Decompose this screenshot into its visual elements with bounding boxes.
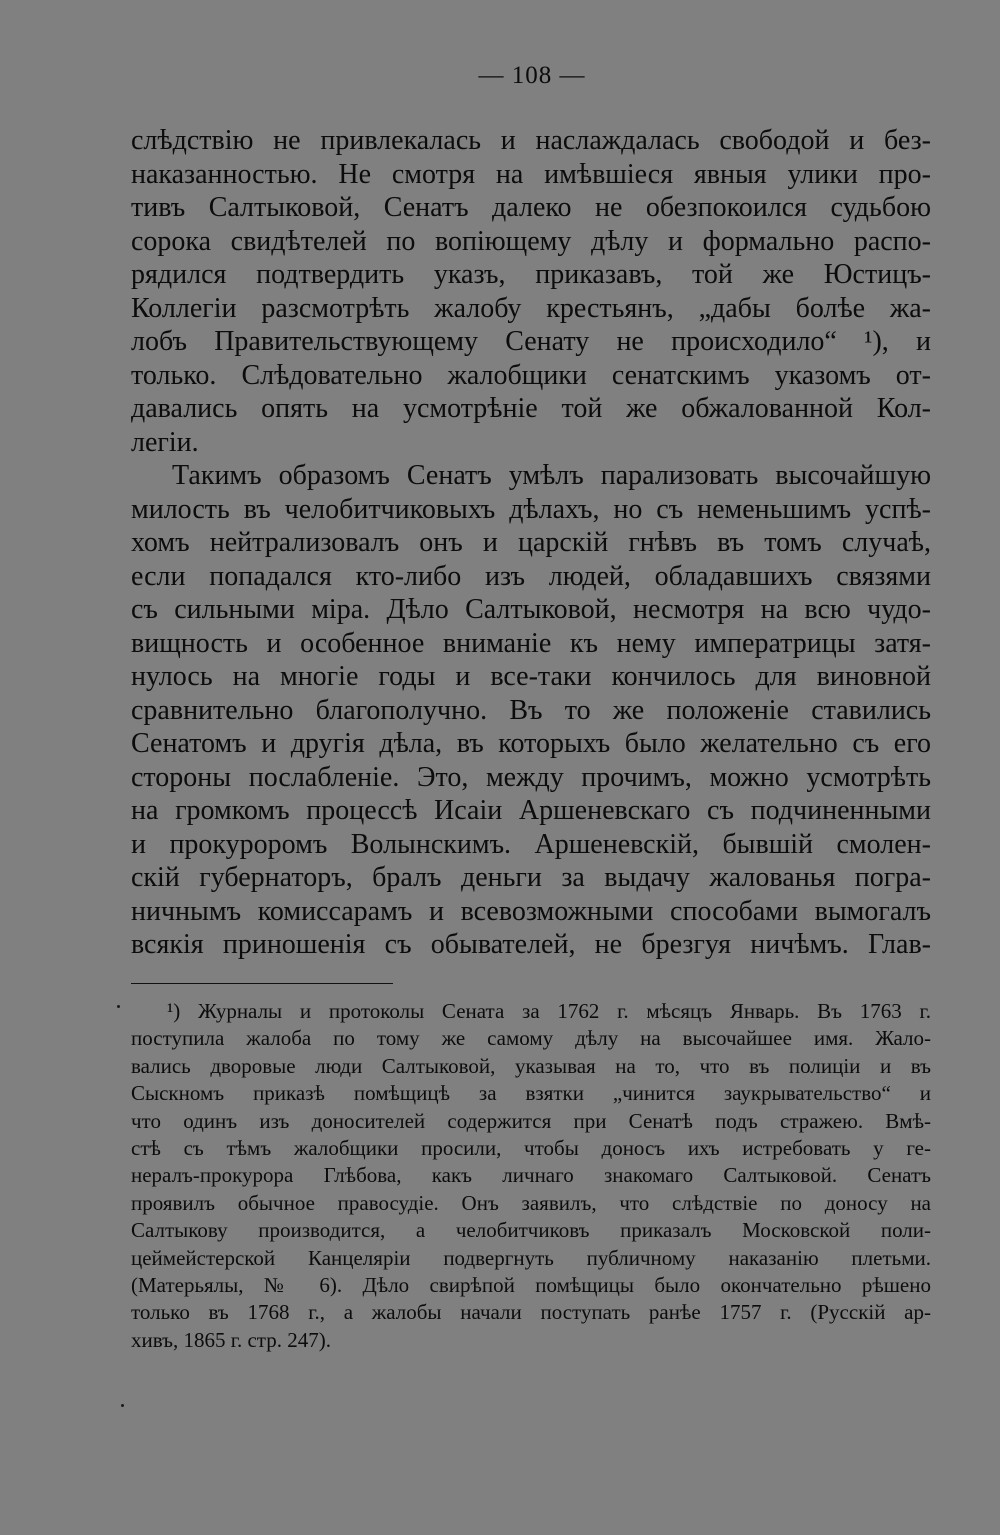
text-line: нулось на многіе годы и все-таки кончилось для виновной	[131, 661, 931, 692]
text-line: стороны послабленіе. Это, между прочимъ, можно усмотрѣть	[131, 761, 931, 793]
text-line: всякія приношенія съ обывателей, не брезгуя ничѣмъ. Глав-	[131, 929, 931, 960]
footnote-line: (Матерьялы, № 6). Дѣло свирѣпой помѣщицы было окончательно рѣшено	[131, 1272, 931, 1297]
footnote-line: только въ 1768 г., а жалобы начали поступать ранѣе 1757 г. (Русскій ар-	[131, 1300, 931, 1325]
text-line: давались опять на усмотрѣніе той же обжалованной Кол-	[131, 393, 931, 424]
footnote-line: цеймейстерской Канцеляріи подвергнуть публичному наказанію плетьми.	[131, 1245, 931, 1270]
text-line: милость въ челобитчиковыхъ дѣлахъ, но съ неменьшимъ успѣ-	[131, 493, 931, 525]
text-line: Такимъ образомъ Сенатъ умѣлъ парализовать высочайшую	[172, 460, 931, 491]
footnote-line: стѣ съ тѣмъ жалобщики просили, чтобы доносъ ихъ истребовать у ге-	[131, 1135, 931, 1160]
footnotes	[131, 998, 931, 1354]
footnote-line: проявилъ обычное правосудіе. Онъ заявилъ, что слѣдствіе по доносу на	[131, 1190, 931, 1215]
text-line: ничнымъ комиссарамъ и всевозможными способами вымогалъ	[131, 895, 931, 927]
text-line: наказанностью. Не смотря на имѣвшіеся явныя улики про-	[131, 158, 931, 190]
text-line: только. Слѣдовательно жалобщики сенатскимъ указомъ от-	[131, 359, 931, 391]
footnote-line: Сыскномъ приказѣ помѣщицѣ за взятки „чинится заукрывательство“ и	[131, 1081, 931, 1106]
text-line: съ сильными міра. Дѣло Салтыковой, несмотря на всю чудо-	[131, 594, 931, 625]
text-line: тивъ Салтыковой, Сенатъ далеко не обезпокоился судьбою	[131, 192, 931, 223]
footnote-line: вались дворовые люди Салтыковой, указывая на то, что въ полиціи и въ	[131, 1053, 931, 1078]
text-line: вищность и особенное вниманіе къ нему императрицы затя-	[131, 627, 931, 659]
footnote-line: ¹) Журналы и протоколы Сената за 1762 г. мѣсяцъ Январь. Въ 1763 г.	[167, 999, 931, 1023]
text-line: хомъ нейтрализовалъ онъ и царскій гнѣвъ въ томъ случаѣ,	[131, 527, 931, 558]
page-number: — 108 —	[478, 62, 586, 89]
text-line: легіи.	[131, 426, 199, 458]
text-line: на громкомъ процессѣ Исаіи Аршеневскаго съ подчиненными	[131, 795, 931, 826]
text-line: Коллегіи разсмотрѣть жалобу крестьянъ, „дабы болѣе жа-	[131, 292, 931, 324]
footnote-line: поступила жалоба по тому же самому дѣлу на высочайшее имя. Жало-	[131, 1026, 931, 1051]
text-line: слѣдствію не привлекалась и наслаждалась свободой и без-	[131, 125, 931, 156]
text-line: Сенатомъ и другія дѣла, въ которыхъ было желательно съ его	[131, 728, 931, 759]
footnote-line: нералъ-прокурора Глѣбова, какъ личнаго знакомаго Салтыковой. Сенатъ	[131, 1163, 931, 1188]
text-line: сорока свидѣтелей по вопіющему дѣлу и формально распо-	[131, 225, 931, 257]
text-line: лобъ Правительствующему Сенату не происходило“ ¹), и	[131, 326, 931, 357]
text-line: сравнительно благополучно. Въ то же положеніе ставились	[131, 694, 931, 726]
text-line: и прокуроромъ Волынскимъ. Аршеневскій, бывшій смолен-	[131, 828, 931, 860]
footnote-divider	[131, 983, 393, 984]
footnote-line: хивъ, 1865 г. стр. 247).	[131, 1327, 331, 1352]
scan-speck	[121, 1404, 124, 1407]
main-text	[131, 124, 931, 962]
text-line: если попадался кто-либо изъ людей, обладавшихъ связями	[131, 560, 931, 592]
text-line: рядился подтвердить указъ, приказавъ, той же Юстицъ-	[131, 259, 931, 290]
scan-speck	[117, 1005, 120, 1008]
footnote-line: Салтыкову производится, а челобитчиковъ приказалъ Московской поли-	[131, 1218, 931, 1243]
text-line: скій губернаторъ, бралъ деньги за выдачу жалованья погра-	[131, 862, 931, 893]
footnote-line: что одинъ изъ доносителей содержится при Сенатѣ подъ стражею. Вмѣ-	[131, 1108, 931, 1133]
